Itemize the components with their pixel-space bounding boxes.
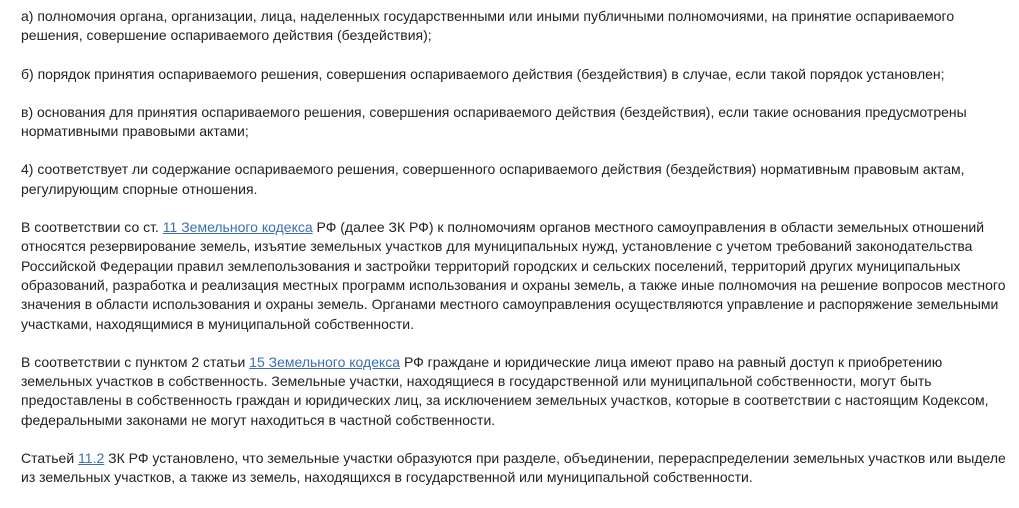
paragraph-item-4 <box>21 160 1011 199</box>
paragraph-text: в) основания для принятия оспариваемого решения, совершения оспариваемого действия (бездействия), если такие основания предусмотрены нормативными правовыми актами; <box>21 103 967 140</box>
paragraph-text: В соответствии с пунктом 2 статьи <box>21 353 250 370</box>
paragraph-text: Статьей <box>21 450 79 467</box>
paragraph-article-15 <box>21 353 1011 430</box>
paragraph-item-a <box>21 7 1011 46</box>
paragraph-text: 4) соответствует ли содержание оспариваемого решения, совершенного оспариваемого действия (бездействия) нормативным правовым актам, регулирующим спорные отношения. <box>21 161 965 197</box>
paragraph-text: РФ граждане и юридические лица имеют право на равный доступ к приобретению земельных участков в собственность. Земельные участки, находящиеся в государственной или муниципальной собственности, могут быть предоставлены в собственность граждан и юридических лиц, за исключением земельных участков, которые в соответствии с настоящим Кодексом, федеральными законами не могут находиться в частной собственности. <box>21 353 989 428</box>
paragraph-article-11-2 <box>21 449 1011 488</box>
paragraph-article-11 <box>21 218 1011 334</box>
paragraph-text: б) порядок принятия оспариваемого решения, совершения оспариваемого действия (бездействия) в случае, если такой порядок установлен; <box>21 65 945 82</box>
link-article-11[interactable]: 11 Земельного кодекса <box>162 219 313 236</box>
paragraph-text: РФ (далее ЗК РФ) к полномочиям органов местного самоуправления в области земельных отношений относятся резервирование земель, изъятие земельных участков для муниципальных нужд, установление с учетом требований законодательства Российской Федерации правил землепользования и застройки территорий городских и сельских поселений, территорий других муниципальных образований, разработка и реализация местных программ использования и охраны земель, а также иные полномочия на решение вопросов местного значения в области использования и охраны земель. Органами местного самоуправления осуществляются управление и распоряжение земельными участками, находящимися в муниципальной собственности. <box>21 219 1006 332</box>
paragraph-item-v <box>21 103 1011 142</box>
link-article-15[interactable]: 15 Земельного кодекса <box>249 353 401 370</box>
paragraph-text: ЗК РФ установлено, что земельные участки образуются при разделе, объединении, перераспределении земельных участков или выделе из земельных участков, а также из земель, находящихся в государственной или муниципальной собственности. <box>21 450 1006 486</box>
paragraph-text: а) полномочия органа, организации, лица, наделенных государственными или иными публичными полномочиями, на принятие оспариваемого решения, совершение оспариваемого действия (бездействия); <box>21 8 955 44</box>
paragraph-text: В соответствии со ст. <box>21 219 163 236</box>
document-body <box>21 7 1011 488</box>
link-article-11-2[interactable]: 11.2 <box>78 450 105 467</box>
paragraph-item-b <box>21 65 1011 84</box>
